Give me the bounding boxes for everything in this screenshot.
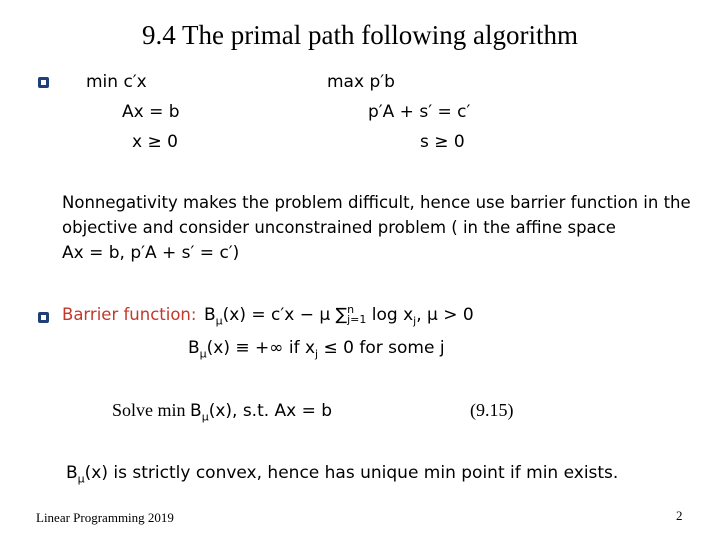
barrier-definition: $B_\mu(x) = c'x - \mu$ ∑ n j=1 $\log x_j$, μ > 0	[204, 303, 474, 328]
bullet-icon	[38, 73, 49, 91]
barrier-label: Barrier function:	[62, 305, 197, 324]
convexity-statement: $B_\mu(x)$ is strictly convex, hence has unique min point if min exists.	[66, 463, 619, 486]
dual-nonneg: s ≥ 0	[420, 132, 465, 152]
paragraph-line-2: objective and consider unconstrained problem ( in the affine space	[62, 218, 616, 237]
bullet-icon	[38, 308, 49, 326]
equation-number: (9.15)	[470, 400, 514, 420]
solve-statement: Solve $\min B_\mu(x)$, s.t. Ax = b	[112, 400, 333, 424]
slide-title: 9.4 The primal path following algorithm	[142, 20, 578, 50]
page-number: 2	[676, 508, 683, 523]
primal-objective: min c′x	[86, 72, 147, 92]
dual-constraint: p′A + s′ = c′	[368, 102, 471, 122]
barrier-infinity-definition: $B_\mu(x)$ ≡ +∞ if $x_j \le 0$ for some j	[188, 338, 445, 361]
dual-objective: max p′b	[327, 72, 395, 92]
paragraph-line-3: Ax = b, p′A + s′ = c′)	[62, 243, 240, 263]
footer-course: Linear Programming 2019	[36, 510, 174, 525]
paragraph-line-1: Nonnegativity makes the problem difficult, hence use barrier function in the	[62, 193, 691, 212]
primal-nonneg: x ≥ 0	[132, 132, 178, 152]
primal-constraint: Ax = b	[122, 102, 180, 122]
